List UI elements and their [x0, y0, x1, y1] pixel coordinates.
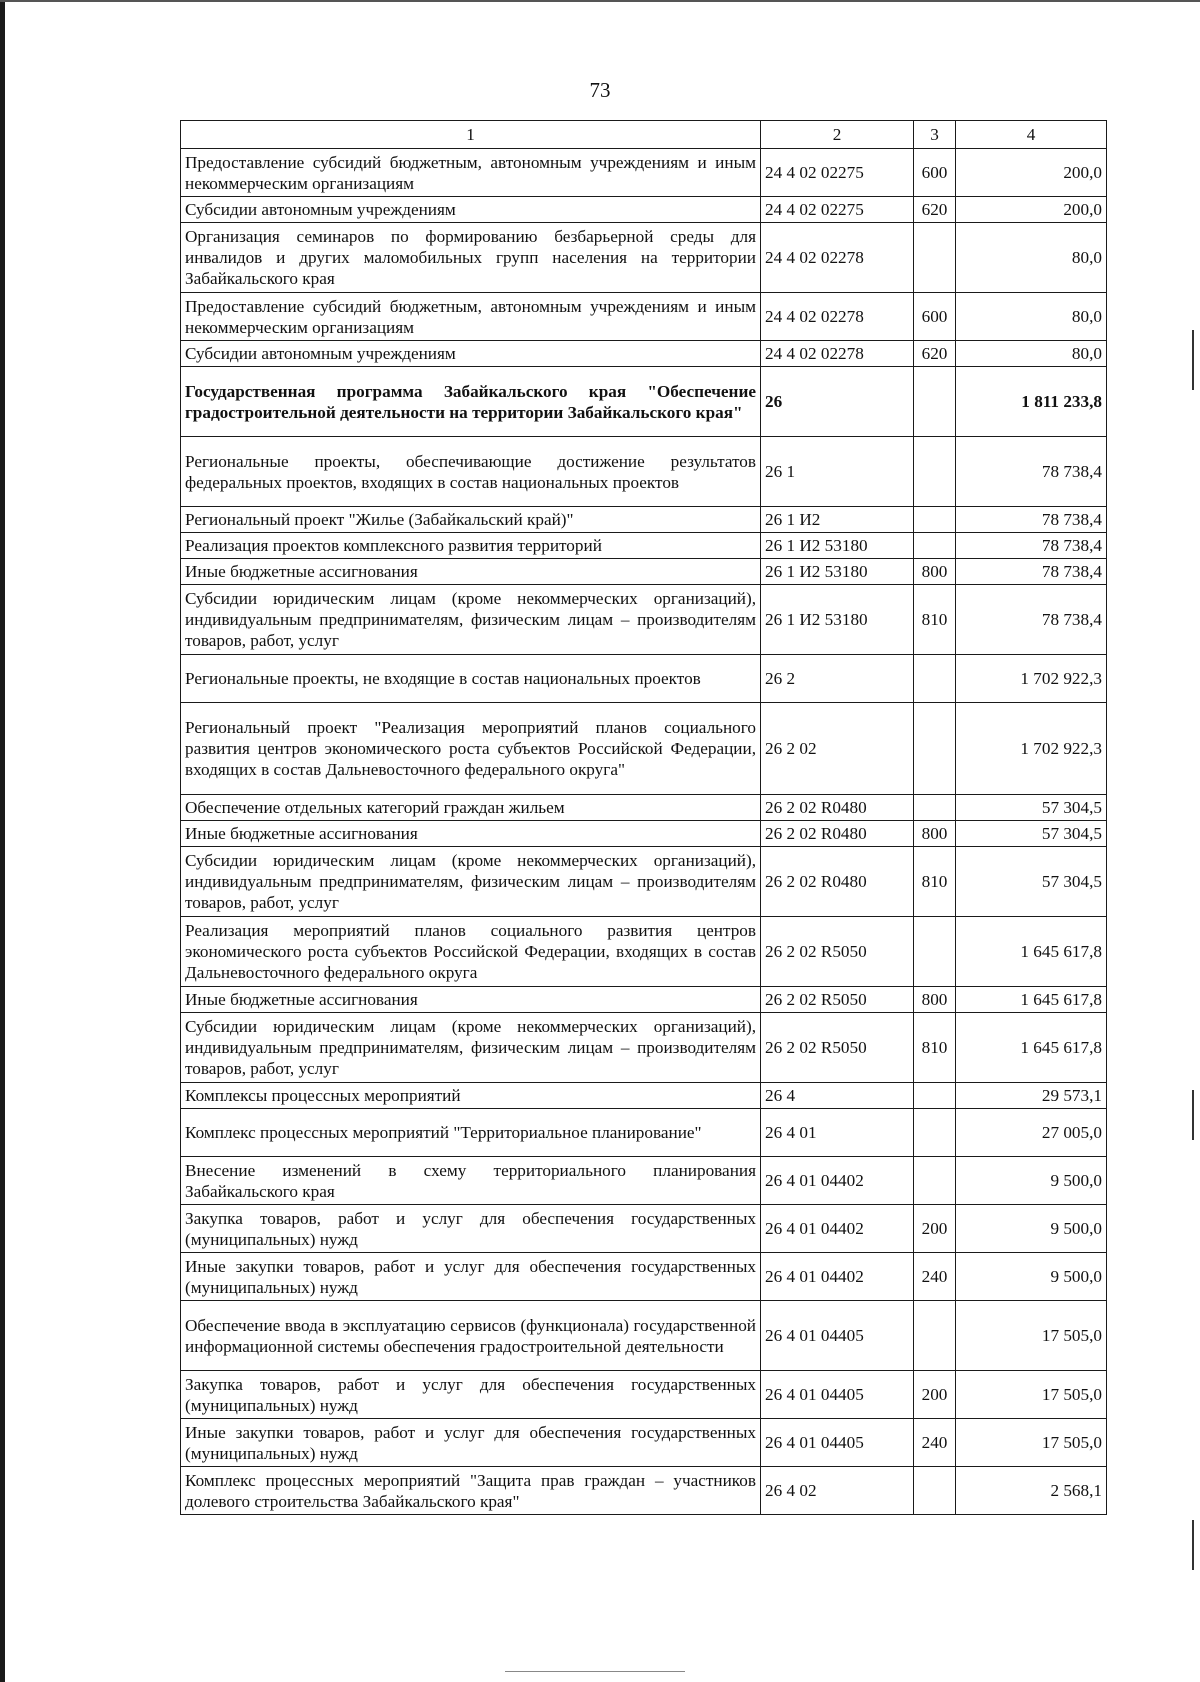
budget-table [180, 120, 1107, 1515]
table-row [181, 847, 1107, 917]
table-row [181, 1371, 1107, 1419]
row-name-cell: Комплексы процессных мероприятий [181, 1083, 761, 1109]
row-vr-cell: 240 [914, 1419, 956, 1467]
row-code-cell: 24 4 02 02278 [761, 341, 914, 367]
table-row [181, 1157, 1107, 1205]
row-code-cell: 26 2 02 R5050 [761, 917, 914, 987]
row-code-cell: 26 1 И2 53180 [761, 533, 914, 559]
row-code-cell: 24 4 02 02275 [761, 197, 914, 223]
row-vr-cell: 200 [914, 1205, 956, 1253]
row-sum-cell: 1 645 617,8 [956, 1013, 1107, 1083]
row-code-cell: 26 2 02 R5050 [761, 1013, 914, 1083]
table-row [181, 655, 1107, 703]
table-row [181, 341, 1107, 367]
row-sum-cell: 57 304,5 [956, 847, 1107, 917]
table-header-row [181, 121, 1107, 149]
row-sum-cell: 200,0 [956, 197, 1107, 223]
row-name-cell: Комплекс процессных мероприятий "Территориальное планирование" [181, 1109, 761, 1157]
row-vr-cell [914, 533, 956, 559]
row-code-cell: 26 4 01 04405 [761, 1419, 914, 1467]
table-row [181, 1083, 1107, 1109]
row-vr-cell [914, 437, 956, 507]
table-row [181, 917, 1107, 987]
row-code-cell: 26 2 02 R5050 [761, 987, 914, 1013]
row-vr-cell: 600 [914, 293, 956, 341]
row-sum-cell: 78 738,4 [956, 533, 1107, 559]
row-name-cell: Предоставление субсидий бюджетным, автономным учреждениям и иным некоммерческим организациям [181, 293, 761, 341]
row-vr-cell: 810 [914, 1013, 956, 1083]
row-sum-cell: 9 500,0 [956, 1253, 1107, 1301]
row-code-cell: 24 4 02 02278 [761, 293, 914, 341]
row-code-cell: 26 4 01 04402 [761, 1253, 914, 1301]
row-name-cell: Обеспечение ввода в эксплуатацию сервисов (функционала) государственной информационной системы обеспечения градостроительной деятельности [181, 1301, 761, 1371]
row-code-cell: 26 4 01 04402 [761, 1205, 914, 1253]
row-code-cell: 26 4 [761, 1083, 914, 1109]
table-row [181, 533, 1107, 559]
scan-top-edge [0, 0, 1200, 2]
row-code-cell: 24 4 02 02278 [761, 223, 914, 293]
table-row [181, 559, 1107, 585]
table-row [181, 1301, 1107, 1371]
row-sum-cell: 57 304,5 [956, 821, 1107, 847]
row-code-cell: 26 [761, 367, 914, 437]
row-sum-cell: 80,0 [956, 341, 1107, 367]
row-vr-cell [914, 655, 956, 703]
scan-bottom-line [505, 1671, 685, 1672]
row-code-cell: 26 1 [761, 437, 914, 507]
row-code-cell: 26 4 02 [761, 1467, 914, 1515]
row-vr-cell: 810 [914, 847, 956, 917]
row-name-cell: Иные бюджетные ассигнования [181, 559, 761, 585]
row-code-cell: 26 4 01 04405 [761, 1301, 914, 1371]
table-row [181, 1109, 1107, 1157]
scan-right-mark [1192, 1090, 1194, 1140]
table-row [181, 795, 1107, 821]
row-vr-cell [914, 795, 956, 821]
row-name-cell: Региональные проекты, не входящие в состав национальных проектов [181, 655, 761, 703]
row-code-cell: 26 4 01 [761, 1109, 914, 1157]
row-sum-cell: 9 500,0 [956, 1205, 1107, 1253]
row-name-cell: Иные закупки товаров, работ и услуг для обеспечения государственных (муниципальных) нужд [181, 1419, 761, 1467]
row-sum-cell: 1 811 233,8 [956, 367, 1107, 437]
row-vr-cell [914, 507, 956, 533]
row-vr-cell [914, 917, 956, 987]
row-name-cell: Региональный проект "Жилье (Забайкальский край)" [181, 507, 761, 533]
row-name-cell: Комплекс процессных мероприятий "Защита прав граждан – участников долевого строительства Забайкальского края" [181, 1467, 761, 1515]
row-sum-cell: 80,0 [956, 293, 1107, 341]
row-vr-cell [914, 1157, 956, 1205]
row-vr-cell [914, 1467, 956, 1515]
row-sum-cell: 27 005,0 [956, 1109, 1107, 1157]
table-row [181, 149, 1107, 197]
row-sum-cell: 17 505,0 [956, 1371, 1107, 1419]
row-code-cell: 26 2 02 R0480 [761, 847, 914, 917]
row-code-cell: 26 1 И2 [761, 507, 914, 533]
row-name-cell: Реализация проектов комплексного развития территорий [181, 533, 761, 559]
header-col-1: 1 [181, 121, 761, 149]
row-vr-cell [914, 223, 956, 293]
row-code-cell: 26 4 01 04402 [761, 1157, 914, 1205]
row-name-cell: Региональный проект "Реализация мероприятий планов социального развития центров экономического роста субъектов Российской Федерации, входящих в состав Дальневосточного федерального округа" [181, 703, 761, 795]
row-name-cell: Организация семинаров по формированию безбарьерной среды для инвалидов и других маломобильных групп населения на территории Забайкальского края [181, 223, 761, 293]
row-sum-cell: 57 304,5 [956, 795, 1107, 821]
row-name-cell: Иные бюджетные ассигнования [181, 987, 761, 1013]
page-number: 73 [589, 78, 611, 102]
row-name-cell: Иные закупки товаров, работ и услуг для обеспечения государственных (муниципальных) нужд [181, 1253, 761, 1301]
row-sum-cell: 78 738,4 [956, 507, 1107, 533]
scan-left-edge [0, 0, 5, 1682]
table-row [181, 507, 1107, 533]
row-code-cell: 26 2 02 R0480 [761, 821, 914, 847]
row-name-cell: Субсидии автономным учреждениям [181, 341, 761, 367]
row-name-cell: Обеспечение отдельных категорий граждан жильем [181, 795, 761, 821]
row-name-cell: Субсидии юридическим лицам (кроме некоммерческих организаций), индивидуальным предпринимателям, физическим лицам – производителям товаров, работ, услуг [181, 1013, 761, 1083]
row-sum-cell: 9 500,0 [956, 1157, 1107, 1205]
row-vr-cell: 200 [914, 1371, 956, 1419]
scan-right-mark [1192, 1520, 1194, 1570]
row-code-cell: 26 1 И2 53180 [761, 585, 914, 655]
table-row [181, 1013, 1107, 1083]
table-row [181, 437, 1107, 507]
row-vr-cell: 620 [914, 197, 956, 223]
row-vr-cell: 800 [914, 821, 956, 847]
row-name-cell: Субсидии юридическим лицам (кроме некоммерческих организаций), индивидуальным предпринимателям, физическим лицам – производителям товаров, работ, услуг [181, 585, 761, 655]
row-sum-cell: 1 645 617,8 [956, 987, 1107, 1013]
row-sum-cell: 200,0 [956, 149, 1107, 197]
row-name-cell: Предоставление субсидий бюджетным, автономным учреждениям и иным некоммерческим организациям [181, 149, 761, 197]
table-row [181, 987, 1107, 1013]
row-sum-cell: 78 738,4 [956, 437, 1107, 507]
row-name-cell: Субсидии юридическим лицам (кроме некоммерческих организаций), индивидуальным предпринимателям, физическим лицам – производителям товаров, работ, услуг [181, 847, 761, 917]
table-row [181, 197, 1107, 223]
row-vr-cell [914, 1083, 956, 1109]
row-sum-cell: 1 702 922,3 [956, 655, 1107, 703]
row-vr-cell: 620 [914, 341, 956, 367]
table-row [181, 223, 1107, 293]
row-vr-cell: 800 [914, 987, 956, 1013]
row-name-cell: Субсидии автономным учреждениям [181, 197, 761, 223]
table-row [181, 1419, 1107, 1467]
row-vr-cell [914, 1301, 956, 1371]
row-name-cell: Закупка товаров, работ и услуг для обеспечения государственных (муниципальных) нужд [181, 1205, 761, 1253]
row-code-cell: 26 2 [761, 655, 914, 703]
row-code-cell: 26 1 И2 53180 [761, 559, 914, 585]
header-col-4: 4 [956, 121, 1107, 149]
row-sum-cell: 78 738,4 [956, 585, 1107, 655]
table-row [181, 367, 1107, 437]
row-name-cell: Внесение изменений в схему территориального планирования Забайкальского края [181, 1157, 761, 1205]
row-vr-cell [914, 703, 956, 795]
table-row [181, 293, 1107, 341]
row-name-cell: Закупка товаров, работ и услуг для обеспечения государственных (муниципальных) нужд [181, 1371, 761, 1419]
row-sum-cell: 80,0 [956, 223, 1107, 293]
row-code-cell: 26 2 02 [761, 703, 914, 795]
header-col-3: 3 [914, 121, 956, 149]
table-row [181, 1467, 1107, 1515]
row-code-cell: 26 2 02 R0480 [761, 795, 914, 821]
row-vr-cell: 240 [914, 1253, 956, 1301]
row-name-cell: Иные бюджетные ассигнования [181, 821, 761, 847]
table-row [181, 1253, 1107, 1301]
row-vr-cell: 810 [914, 585, 956, 655]
row-vr-cell: 600 [914, 149, 956, 197]
row-name-cell: Реализация мероприятий планов социального развития центров экономического роста субъектов Российской Федерации, входящих в состав Дальневосточного федерального округа [181, 917, 761, 987]
scan-right-mark [1192, 330, 1194, 390]
table-row [181, 585, 1107, 655]
header-col-2: 2 [761, 121, 914, 149]
row-sum-cell: 29 573,1 [956, 1083, 1107, 1109]
row-sum-cell: 17 505,0 [956, 1301, 1107, 1371]
row-sum-cell: 1 645 617,8 [956, 917, 1107, 987]
row-sum-cell: 1 702 922,3 [956, 703, 1107, 795]
row-vr-cell [914, 1109, 956, 1157]
row-code-cell: 24 4 02 02275 [761, 149, 914, 197]
row-sum-cell: 17 505,0 [956, 1419, 1107, 1467]
row-vr-cell [914, 367, 956, 437]
row-sum-cell: 2 568,1 [956, 1467, 1107, 1515]
table-row [181, 821, 1107, 847]
row-code-cell: 26 4 01 04405 [761, 1371, 914, 1419]
row-name-cell: Государственная программа Забайкальского края "Обеспечение градостроительной деятельности на территории Забайкальского края" [181, 367, 761, 437]
row-sum-cell: 78 738,4 [956, 559, 1107, 585]
row-name-cell: Региональные проекты, обеспечивающие достижение результатов федеральных проектов, входящих в состав национальных проектов [181, 437, 761, 507]
row-vr-cell: 800 [914, 559, 956, 585]
table-row [181, 703, 1107, 795]
table-row [181, 1205, 1107, 1253]
